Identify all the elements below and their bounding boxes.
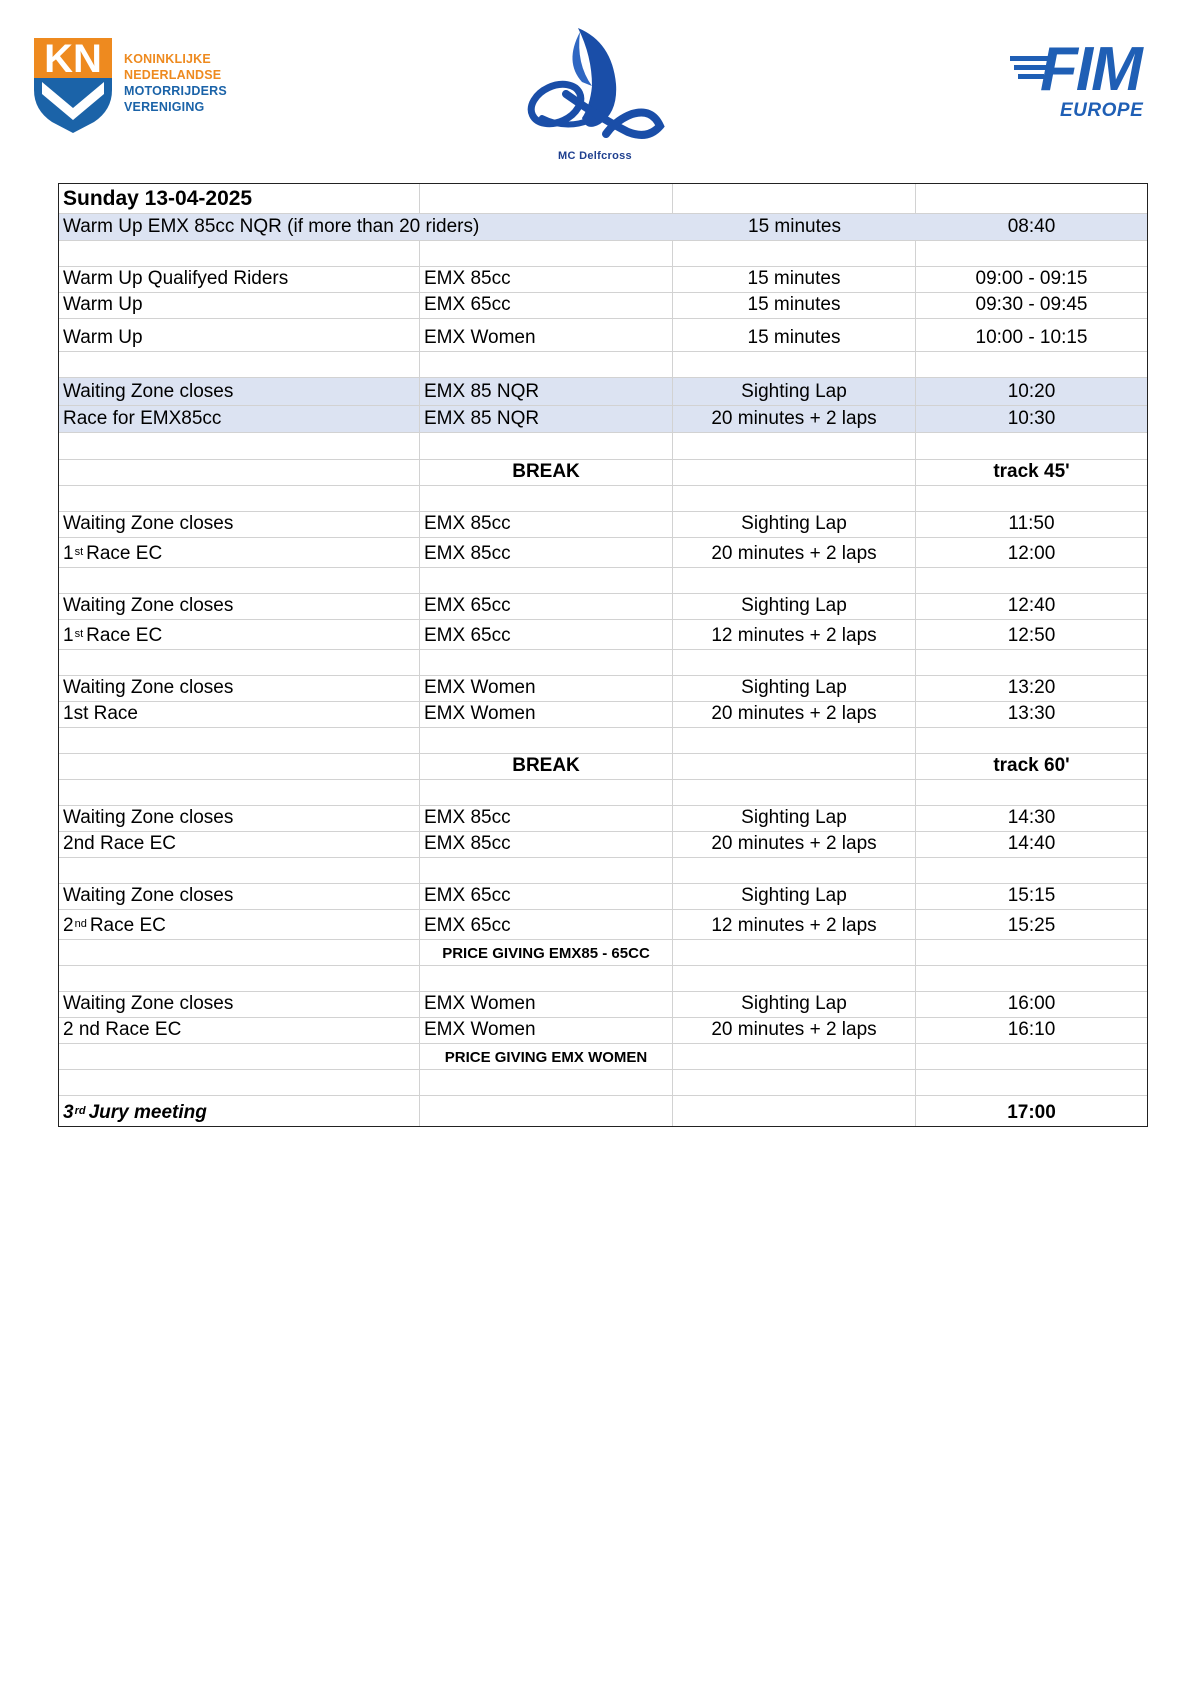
cell-c1: Waiting Zone closes xyxy=(59,992,420,1017)
table-row xyxy=(59,1018,1147,1044)
cell-c1: Warm Up xyxy=(59,293,420,318)
knmv-logo xyxy=(32,38,232,133)
cell-c2 xyxy=(420,858,673,883)
table-row xyxy=(59,460,1147,486)
cell-c4: 13:30 xyxy=(1007,703,1056,724)
cell-c2: EMX 65cc xyxy=(420,620,673,649)
cell-c2: EMX Women xyxy=(420,1018,673,1043)
cell-c2: EMX 85cc xyxy=(420,538,673,567)
ordinal-number: 2 xyxy=(63,915,74,936)
cell-c1: Waiting Zone closes xyxy=(59,594,420,619)
schedule-rows xyxy=(59,214,1147,1126)
cell-c3: 20 minutes + 2 laps xyxy=(673,1018,916,1043)
knmv-emblem-icon xyxy=(32,38,114,133)
cell-c3: Sighting Lap xyxy=(673,676,916,701)
cell-c1: Warm Up EMX 85cc NQR (if more than 20 riders) xyxy=(63,216,480,237)
table-row xyxy=(59,214,1147,241)
cell-c4: 08:40 xyxy=(1007,216,1056,237)
cell-c2: BREAK xyxy=(420,754,673,779)
cell-c4: 12:50 xyxy=(1007,625,1056,646)
cell-c3 xyxy=(673,650,916,675)
cell-c1: Warm Up Qualifyed Riders xyxy=(59,267,420,292)
table-row xyxy=(59,433,1147,460)
cell-c2 xyxy=(420,728,673,753)
table-title-row xyxy=(59,184,1147,214)
cell-c1 xyxy=(59,966,420,991)
cell-c4: 10:20 xyxy=(1007,381,1056,402)
cell-c3 xyxy=(673,568,916,593)
table-row xyxy=(59,293,1147,319)
table-row xyxy=(59,1096,1147,1126)
table-row xyxy=(59,378,1147,406)
cell-c2: EMX Women xyxy=(420,992,673,1017)
cell-c2: EMX Women xyxy=(420,676,673,701)
fim-europe-logo xyxy=(1010,38,1160,123)
cell-c3: 15 minutes xyxy=(748,216,841,237)
cell-c2: BREAK xyxy=(420,460,673,485)
cell-c4 xyxy=(916,940,1147,965)
table-row xyxy=(59,538,1147,568)
cell-c3: Sighting Lap xyxy=(673,378,916,405)
ordinal-number: 1 xyxy=(63,543,74,564)
table-row xyxy=(59,702,1147,728)
cell-c4: 17:00 xyxy=(1007,1102,1056,1123)
cell-c1: 2 nd Race EC xyxy=(59,1018,420,1043)
cell-c1: 2nd Race EC xyxy=(59,832,420,857)
cell-c3 xyxy=(673,858,916,883)
cell-c4 xyxy=(916,568,1147,593)
cell-c3: 12 minutes + 2 laps xyxy=(673,910,916,939)
table-row xyxy=(59,1044,1147,1070)
table-row xyxy=(59,780,1147,806)
table-row xyxy=(59,940,1147,966)
cell-c2: EMX 85 NQR xyxy=(420,406,673,432)
cell-c2: EMX 65cc xyxy=(420,884,673,909)
cell-c1: Waiting Zone closes xyxy=(59,378,420,405)
cell-c4 xyxy=(916,650,1147,675)
cell-c4: 13:20 xyxy=(1007,677,1056,698)
cell-c4: 14:30 xyxy=(1007,807,1056,828)
cell-c1 xyxy=(59,538,420,567)
fim-mark-text: FIM xyxy=(1040,38,1141,98)
session-label: Race EC xyxy=(86,625,163,646)
cell-c1: Race for EMX85cc xyxy=(59,406,420,432)
ordinal-suffix: st xyxy=(74,628,84,640)
table-row xyxy=(59,406,1147,433)
cell-c3 xyxy=(673,352,916,377)
cell-c3: 20 minutes + 2 laps xyxy=(673,406,916,432)
table-row xyxy=(59,966,1147,992)
cell-c4 xyxy=(916,1044,1147,1069)
cell-c1 xyxy=(59,754,420,779)
table-row xyxy=(59,594,1147,620)
cell-c2 xyxy=(420,433,673,459)
cell-c3 xyxy=(673,966,916,991)
cell-c2 xyxy=(420,241,673,266)
cell-c1 xyxy=(59,910,420,939)
cell-c3: 20 minutes + 2 laps xyxy=(673,702,916,727)
cell-c1: 1st Race xyxy=(59,702,420,727)
cell-c2: EMX Women xyxy=(420,319,673,351)
cell-c3 xyxy=(673,1044,916,1069)
cell-c4: 12:00 xyxy=(1007,543,1056,564)
cell-c3: 20 minutes + 2 laps xyxy=(673,832,916,857)
cell-c2 xyxy=(420,1096,673,1126)
table-row xyxy=(59,650,1147,676)
cell-c3: 15 minutes xyxy=(673,267,916,292)
cell-c2 xyxy=(420,214,673,240)
cell-c2 xyxy=(420,650,673,675)
cell-c4: 12:40 xyxy=(1007,595,1056,616)
table-row xyxy=(59,832,1147,858)
cell-c1 xyxy=(59,486,420,511)
cell-c1: Waiting Zone closes xyxy=(59,512,420,537)
cell-c2: PRICE GIVING EMX85 - 65CC xyxy=(420,940,673,965)
cell-c1 xyxy=(59,1044,420,1069)
cell-c4 xyxy=(916,780,1147,805)
cell-c2 xyxy=(420,1070,673,1095)
table-row xyxy=(59,241,1147,267)
cell-c2: EMX 65cc xyxy=(420,293,673,318)
ordinal-suffix: nd xyxy=(74,918,87,930)
cell-c3 xyxy=(673,728,916,753)
cell-c1 xyxy=(59,433,420,459)
cell-c2 xyxy=(420,568,673,593)
fim-europe-subtitle: EUROPE xyxy=(1060,100,1144,121)
schedule-title: Sunday 13-04-2025 xyxy=(59,184,420,213)
knmv-line-2: NEDERLANDSE xyxy=(124,68,222,82)
cell-c2: EMX 85 NQR xyxy=(420,378,673,405)
cell-c1 xyxy=(59,780,420,805)
cell-c2: EMX 65cc xyxy=(420,594,673,619)
cell-c1: Waiting Zone closes xyxy=(59,806,420,831)
table-row xyxy=(59,910,1147,940)
cell-c4 xyxy=(916,241,1147,266)
cell-c4: track 60' xyxy=(993,755,1070,776)
cell-c3 xyxy=(673,1070,916,1095)
table-row xyxy=(59,512,1147,538)
cell-c4: 14:40 xyxy=(1007,833,1056,854)
cell-c3 xyxy=(673,780,916,805)
session-label: Race EC xyxy=(89,915,166,936)
table-row xyxy=(59,884,1147,910)
table-row xyxy=(59,267,1147,293)
cell-c2 xyxy=(420,780,673,805)
ordinal-suffix: rd xyxy=(74,1105,86,1117)
cell-c4 xyxy=(916,858,1147,883)
cell-c2 xyxy=(420,486,673,511)
table-row xyxy=(59,992,1147,1018)
cell-c1 xyxy=(59,1070,420,1095)
cell-c3: Sighting Lap xyxy=(673,512,916,537)
table-row xyxy=(59,486,1147,512)
cell-c4: 15:15 xyxy=(1007,885,1056,906)
cell-c3: Sighting Lap xyxy=(673,806,916,831)
cell-c3 xyxy=(673,486,916,511)
mc-delfcross-emblem-icon xyxy=(520,22,670,150)
cell-c1: Waiting Zone closes xyxy=(59,884,420,909)
cell-c4: 09:00 - 09:15 xyxy=(975,268,1088,289)
table-row xyxy=(59,620,1147,650)
cell-c2: EMX Women xyxy=(420,702,673,727)
schedule-table xyxy=(58,183,1148,1127)
cell-c1 xyxy=(59,460,420,485)
cell-c4 xyxy=(916,486,1147,511)
ordinal-number: 3 xyxy=(63,1102,74,1123)
cell-c3: 12 minutes + 2 laps xyxy=(673,620,916,649)
cell-c1 xyxy=(59,620,420,649)
cell-c4 xyxy=(916,433,1147,459)
cell-c2: PRICE GIVING EMX WOMEN xyxy=(420,1044,673,1069)
cell-c4 xyxy=(916,966,1147,991)
knmv-name xyxy=(124,51,227,115)
knmv-line-4: VERENIGING xyxy=(124,100,205,114)
table-row xyxy=(59,858,1147,884)
cell-c2: EMX 85cc xyxy=(420,832,673,857)
cell-c2 xyxy=(420,966,673,991)
cell-c1 xyxy=(59,728,420,753)
cell-c1: Warm Up xyxy=(59,319,420,351)
cell-c1: Waiting Zone closes xyxy=(59,676,420,701)
cell-c1 xyxy=(59,568,420,593)
cell-c3: Sighting Lap xyxy=(673,992,916,1017)
cell-c2: EMX 65cc xyxy=(420,910,673,939)
cell-c4: track 45' xyxy=(993,461,1070,482)
cell-c3: 15 minutes xyxy=(673,319,916,351)
cell-c4 xyxy=(916,1070,1147,1095)
cell-c1 xyxy=(59,241,420,266)
cell-c4: 10:30 xyxy=(1007,408,1056,429)
cell-c1 xyxy=(59,352,420,377)
cell-c3: 15 minutes xyxy=(673,293,916,318)
cell-c3 xyxy=(673,1096,916,1126)
table-row xyxy=(59,568,1147,594)
cell-c3: Sighting Lap xyxy=(673,594,916,619)
cell-c4: 16:00 xyxy=(1007,993,1056,1014)
ordinal-number: 1 xyxy=(63,625,74,646)
session-label: Jury meeting xyxy=(88,1102,207,1123)
knmv-mark-text: KN xyxy=(44,38,102,81)
cell-c4: 10:00 - 10:15 xyxy=(975,327,1088,348)
cell-c3 xyxy=(673,460,916,485)
cell-c3 xyxy=(673,241,916,266)
cell-c4 xyxy=(916,352,1147,377)
knmv-line-1: KONINKLIJKE xyxy=(124,52,211,66)
cell-c1 xyxy=(59,858,420,883)
cell-c4 xyxy=(916,728,1147,753)
table-row xyxy=(59,319,1147,352)
cell-c4: 11:50 xyxy=(1008,513,1055,534)
cell-c4: 09:30 - 09:45 xyxy=(975,294,1088,315)
cell-c1 xyxy=(59,1096,420,1126)
table-row xyxy=(59,754,1147,780)
cell-c3 xyxy=(673,433,916,459)
knmv-line-3: MOTORRIJDERS xyxy=(124,84,227,98)
cell-c1 xyxy=(59,650,420,675)
cell-c2 xyxy=(420,352,673,377)
table-row xyxy=(59,728,1147,754)
cell-c3 xyxy=(673,940,916,965)
cell-c2: EMX 85cc xyxy=(420,267,673,292)
table-row xyxy=(59,676,1147,702)
mc-delfcross-caption: MC Delfcross xyxy=(558,150,632,162)
cell-c4: 15:25 xyxy=(1007,915,1056,936)
mc-delfcross-logo xyxy=(520,22,670,162)
table-row xyxy=(59,352,1147,378)
cell-c2: EMX 85cc xyxy=(420,806,673,831)
ordinal-suffix: st xyxy=(74,546,84,558)
cell-c2: EMX 85cc xyxy=(420,512,673,537)
cell-c4: 16:10 xyxy=(1007,1019,1056,1040)
table-row xyxy=(59,1070,1147,1096)
session-label: Race EC xyxy=(86,543,163,564)
cell-c3: Sighting Lap xyxy=(673,884,916,909)
cell-c1 xyxy=(59,940,420,965)
cell-c3: 20 minutes + 2 laps xyxy=(673,538,916,567)
fim-mark-icon xyxy=(1010,38,1160,98)
cell-c3 xyxy=(673,754,916,779)
table-row xyxy=(59,806,1147,832)
